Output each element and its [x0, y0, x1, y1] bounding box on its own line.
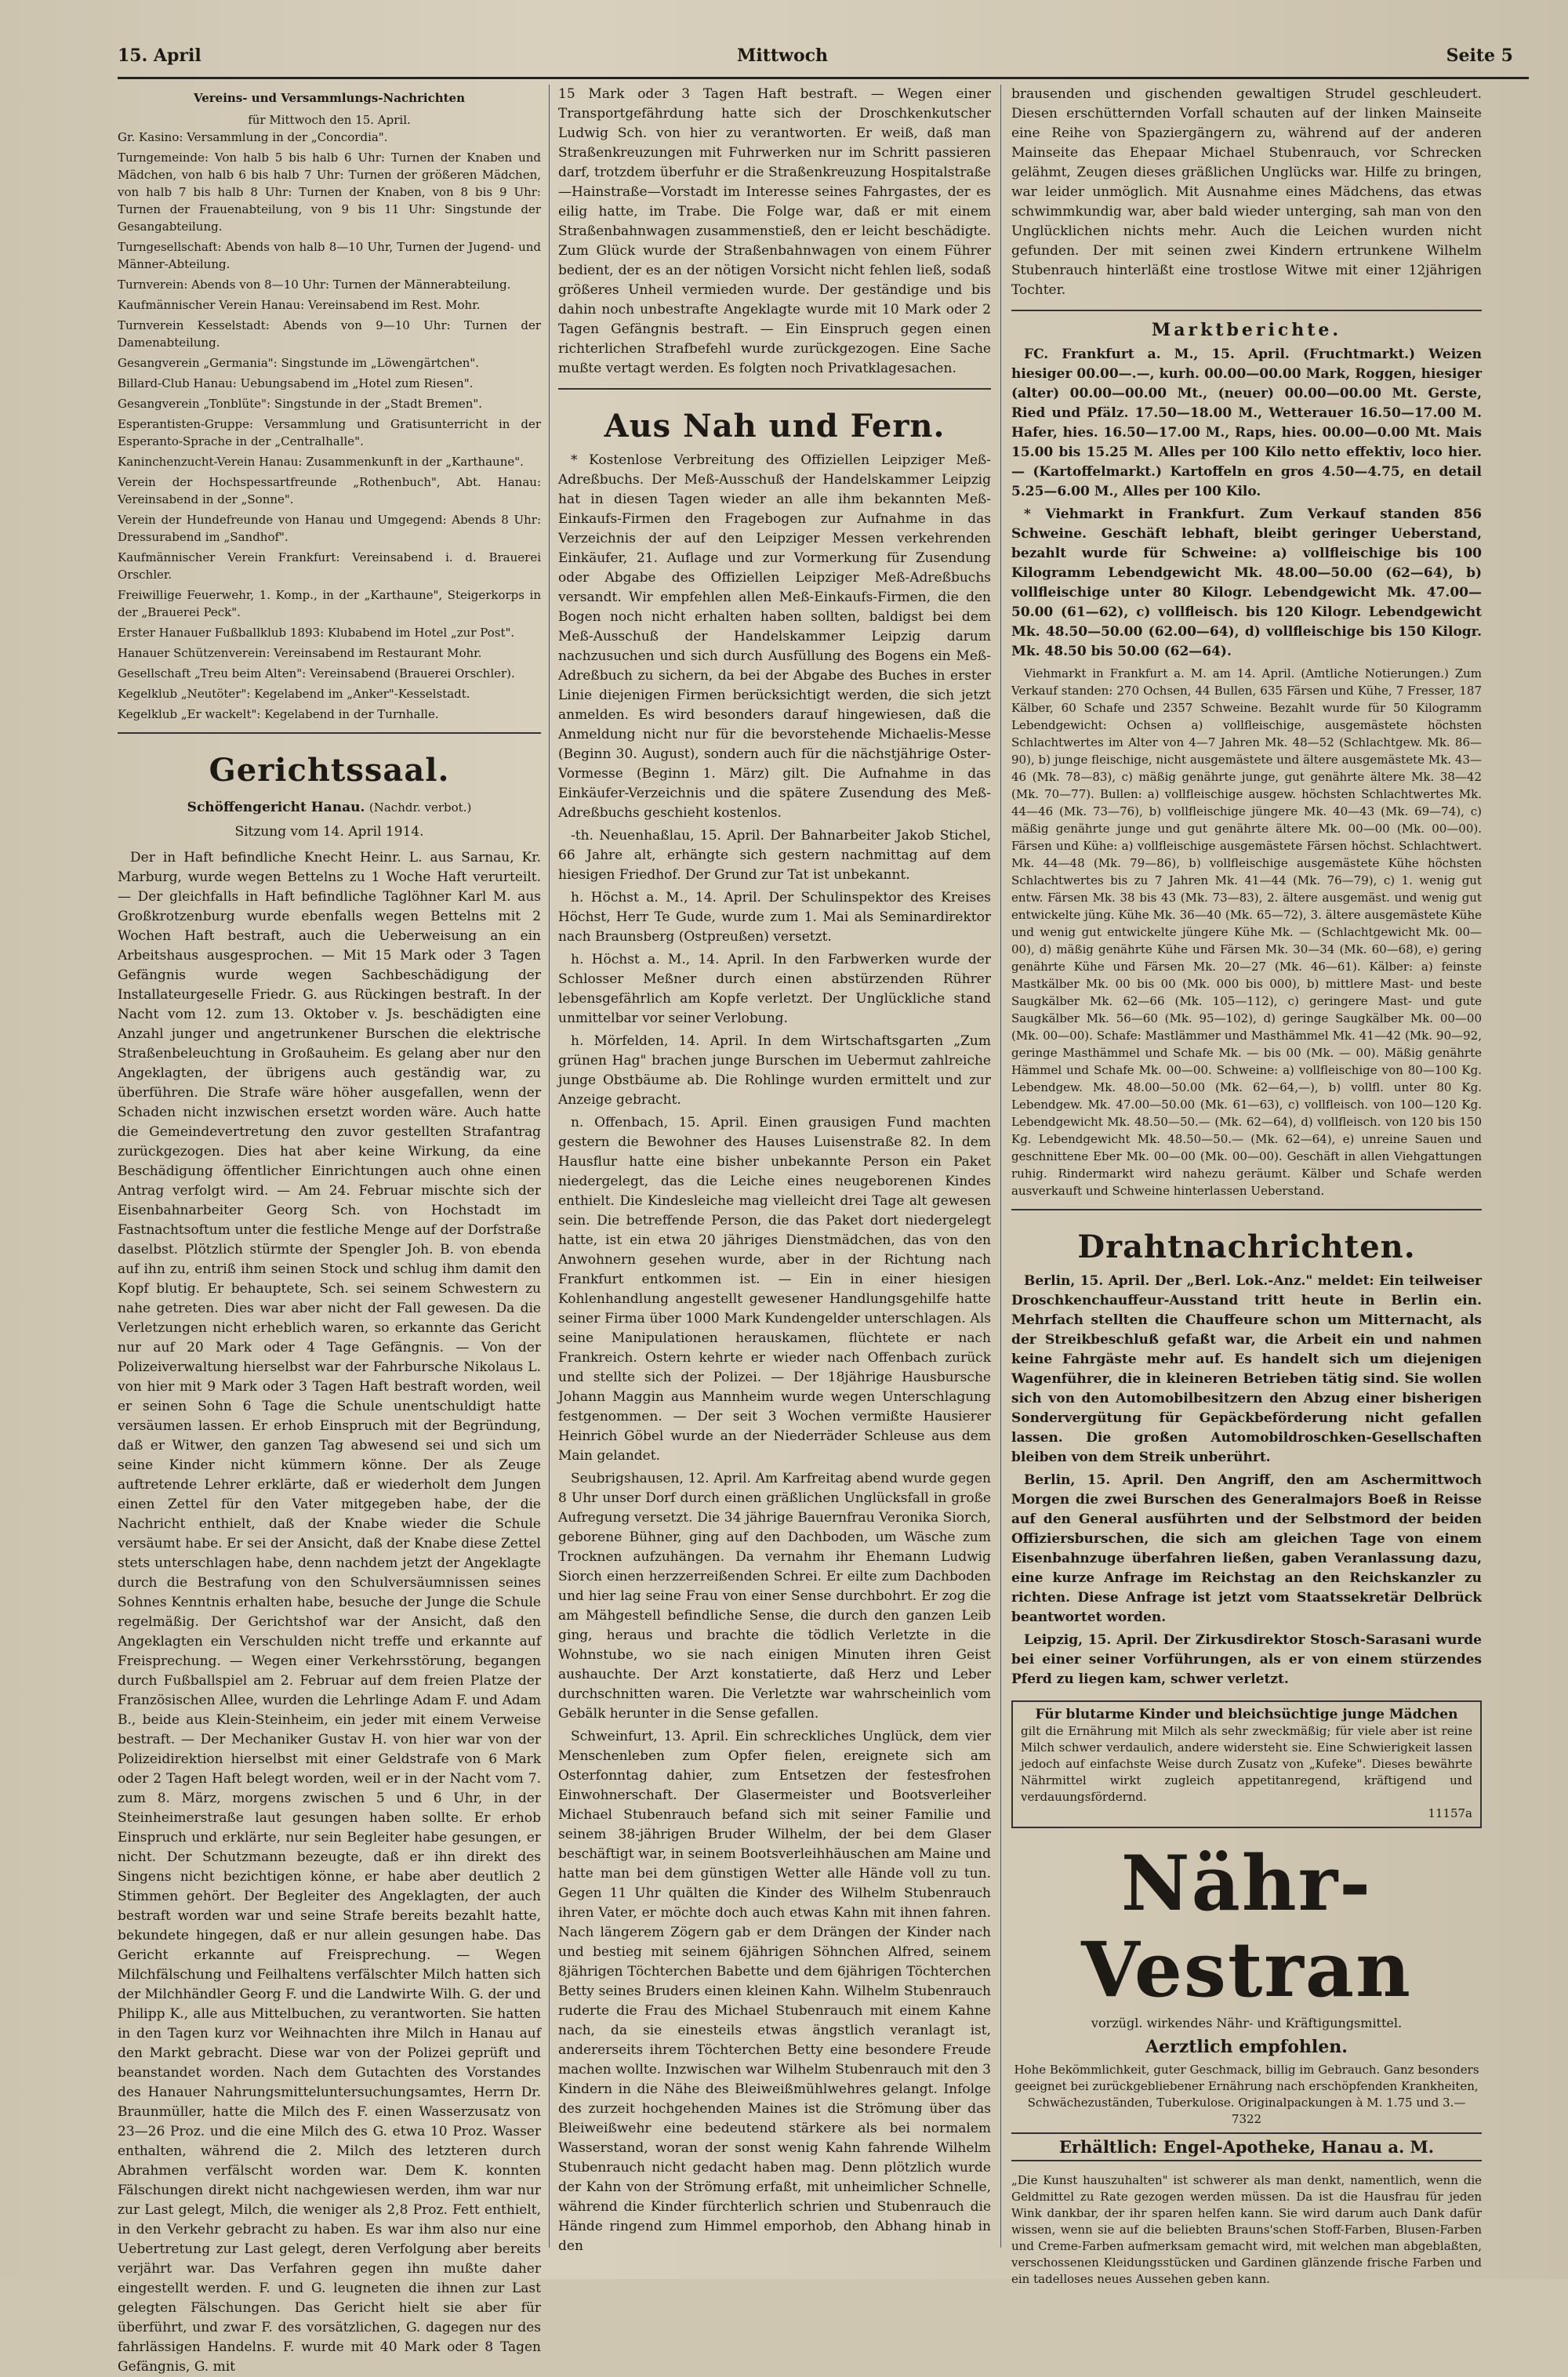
header-day: Mittwoch: [737, 45, 829, 66]
list-item: Verein der Hochspessartfreunde „Rothenbuch", Abt. Hanau: Vereinsabend in der „Sonne".: [118, 475, 541, 506]
list-item: Esperantisten-Gruppe: Versammlung und Gratisunterricht in der Esperanto-Sprache in der „Centralhalle".: [118, 417, 541, 448]
ad-text: gilt die Ernährung mit Milch als sehr zweckmäßig; für viele aber ist reine Milch schwer verdaulich, andere widersteht sie. Eine Schwierigkeit lassen jedoch auf einfachste Weise durch Zusatz von „Kufeke". Dieses bewährte Nährmittel wirkt zugleich appetitanregend, kräftigend und verdauungsfördernd.: [1021, 1724, 1472, 1804]
gericht-sitzung: Sitzung vom 14. April 1914.: [234, 824, 424, 840]
article-paragraph: Berlin, 15. April. Der „Berl. Lok.-Anz." meldet: Ein teilweiser Droschkenchauffeur-Ausstand tritt heute in Berlin ein. Mehrfach stellten die Chauffeure schon um Mitternacht, als der Streikbeschluß gefaßt war, die Arbeit ein und nahmen keine Fahrgäste mehr auf. Es handelt sich um diejenigen Wagenführer, die in kleineren Betrieben tätig sind. Sie wollen sich von den Automobilbesitzern den Abzug einer bisherigen Sondervergütung für Gepäckbeförderung nicht gefallen lassen. Die großen Automobildroschken-Gesellschaften bleiben von dem Streik unberührt.: [1011, 1273, 1482, 1465]
list-item: Gr. Kasino: Versammlung in der „Concordia".: [118, 130, 388, 144]
article-paragraph: Viehmarkt in Frankfurt a. M. am 14. April. (Amtliche Notierungen.) Zum Verkauf standen: 270 Ochsen, 44 Bullen, 635 Färsen und Kühe, 7 Fresser, 187 Kälber, 60 Schafe und 2357 Schweine. Bezahlt wurde für 50 Kilogramm Lebendgewicht: Ochsen a) vollfleischige, ausgemästete höchsten Schlachtwertes im Alter von 4—7 Jahren Mk. 48—52 (Schlachtgew. Mk. 86—90), b) junge fleischige, nicht ausgemästete und ältere ausgemästete Mk. 43—46 (Mk. 78—83), c) mäßig genährte junge, gut genährte ältere Mk. 38—42 (Mk. 70—77). Bullen: a) vollfleischige ausgew. höchsten Schlachtwertes Mk. 44—46 (Mk. 73—76), b) vollfleischige jüngere Mk. 40—43 (Mk. 69—74), c) mäßig genährte junge und gut genährte ältere Mk. 00—00 (Mk. 00—00). Färsen und Kühe: a) vollfleischige ausgemästete Färsen höchst. Schlachtwert. Mk. 44—48 (Mk. 79—86), b) vollfleischige ausgemästete Kühe höchsten Schlachtwertes bis zu 7 Jahren Mk. 41—44 (Mk. 76—79), c) 1. wenig gut entw. Färsen Mk. 38 bis 43 (Mk. 73—83), 2. ältere ausgemäst. und wenig gut entwickelte jüng. Kühe Mk. 36—40 (Mk. 65—72), 3. ältere ausgemästete Kühe und wenig gut entwickelte jüngere Kühe Mk. — (Schlachtgewicht Mk. 00—00), d) mäßig genährte Kühe und Färsen Mk. 30—34 (Mk. 60—68), e) gering genährte Kühe und Färsen Mk. 20—27 (Mk. 46—61). Kälber: a) feinste Mastkälber Mk. 00 bis 00 (Mk. 000 bis 000), b) mittlere Mast- und beste Saugkälber Mk. 62—66 (Mk. 105—112), c) geringere Mast- und gute Saugkälber Mk. 56—60 (Mk. 95—102), d) geringe Saugkälber Mk. 00—00 (Mk. 00—00). Schafe: Mastlämmer und Masthämmel Mk. 41—42 (Mk. 90—92, geringe Masthämmel und Schafe Mk. — bis 00 (Mk. — 00). Mäßig genährte Hämmel und Schafe Mk. 00—00. Schweine: a) vollfleischige von 80—100 Kg. Lebendgew. Mk. 48.00—50.00 (Mk. 62—64,—), b) vollfl. unter 80 Kg. Lebendgew. Mk. 47.00—50.00 (Mk. 61—63), c) vollfleisch. von 100—120 Kg. Lebendgewicht Mk. 48.50—50.— (Mk. 62—64), d) vollfleisch. von 120 bis 150 Kg. Lebendgewicht Mk. 48.50—50.— (Mk. 62—64), e) unreine Sauen und geschnittene Eber Mk. 00—00 (Mk. 00—00). Geschäft in allen Viehgattungen ruhig. Rindermarkt wird nahezu geräumt. Kälber und Schafe werden ausverkauft und Schweine hinterlassen Ueberstand.: [1011, 666, 1482, 1198]
list-item: Billard-Club Hanau: Uebungsabend im „Hotel zum Riesen".: [118, 376, 474, 390]
draht-heading: Drahtnachrichten.: [1077, 1228, 1416, 1265]
gericht-subheading: [118, 798, 541, 818]
article-paragraph: FC. Frankfurt a. M., 15. April. (Fruchtmarkt.) Weizen hiesiger 00.00—.—, kurh. 00.00—00.00 Mark, Roggen, hiesiger (alter) 00.00—00.00 Mt., (neuer) 00.00—00.00 Mt. Gerste, Ried und Pfälz. 17.50—18.00 M., Wetterauer 16.50—17.00 M. Hafer, hies. 16.50—17.00 M., Raps, hies. 00.00—0.00 Mt. Mais 15.00 bis 15.25 M. Alles per 100 Kilo netto effektiv, loco hier. — (Kartoffelmarkt.) Kartoffeln en gros 4.50—4.75, en detail 5.25—6.00 M., Alles per 100 Kilo.: [1011, 347, 1482, 499]
list-item: Kaninchenzucht-Verein Hanau: Zusammenkunft in der „Karthaune".: [118, 455, 524, 469]
ad-title: Für blutarme Kinder und bleichsüchtige junge Mädchen: [1035, 1707, 1458, 1722]
ad-brand: Nähr-Vestran: [1081, 1839, 1412, 2014]
list-item: Turngesellschaft: Abends von halb 8—10 Uhr, Turnen der Jugend- und Männer-Abteilung.: [118, 240, 541, 271]
gericht-note: (Nachdr. verbot.): [368, 800, 472, 815]
list-item: Erster Hanauer Fußballklub 1893: Klubabend im Hotel „zur Post".: [118, 626, 515, 640]
list-item: Turnverein Kesselstadt: Abends von 9—10 Uhr: Turnen der Damenabteilung.: [118, 318, 541, 350]
column-divider: [549, 85, 550, 2248]
column-3: [1011, 85, 1482, 2286]
column-divider: [1000, 85, 1001, 2248]
article-paragraph: h. Höchst a. M., 14. April. In den Farbwerken wurde der Schlosser Meßner durch einen abstürzenden Rührer lebensgefährlich am Kopfe verletzt. Der Unglückliche stand unmittelbar vor seiner Verlobung.: [558, 952, 991, 1026]
vereine-list: [118, 129, 541, 723]
article-paragraph: h. Mörfelden, 14. April. In dem Wirtschaftsgarten „Zum grünen Hag" brachen junge Burschen im Uebermut zahlreiche junge Obstbäume ab. Die Rohlinge wurden ermittelt und zur Anzeige gebracht.: [558, 1033, 991, 1108]
section-rule: [118, 732, 541, 734]
gericht-heading: Gerichtssaal.: [209, 752, 450, 789]
header-page-number: Seite 5: [1446, 45, 1513, 66]
brauns-advertisement: [1011, 2172, 1482, 2288]
section-rule: [558, 388, 991, 390]
page-header: [118, 45, 1529, 77]
article-paragraph: 15 Mark oder 3 Tagen Haft bestraft. — Wegen einer Transportgefährdung hatte sich der Droschkenkutscher Ludwig Sch. von hier zu verantworten. Er weiß, daß man Straßenkreuzungen mit Fuhrwerken nur im Schritt passieren darf, trotzdem überfuhr er die Straßenkreuzung Hospitalstraße—Hainstraße—Vorstadt im Interesse seines Fahrgastes, der es eilig hatte, im Trabe. Die Folge war, daß er mit einem Straßenbahnwagen zusammenstieß, den er leicht beschädigte. Zum Glück wurde der Straßenbahnwagen von einem Führer bedient, der es an der nötigen Vorsicht nicht fehlen ließ, sodaß größeres Unheil vermieden wurde. Der geständige und bis dahin noch unbestrafte Angeklagte wurde mit 10 Mark oder 2 Tagen Gefängnis bestraft. — Ein Einspruch gegen einen richterlichen Strafbefehl wurde zurückgezogen. Eine Sache mußte vertagt werden. Es folgten noch Privatklagesachen.: [558, 86, 991, 376]
kufeke-advertisement: [1011, 1700, 1482, 1828]
vereine-subtitle: für Mittwoch den 15. April.: [248, 113, 411, 127]
gericht-subtitle: Schöffengericht Hanau.: [187, 800, 365, 815]
article-paragraph: h. Höchst a. M., 14. April. Der Schulinspektor des Kreises Höchst, Herr Te Gude, wurde zum 1. Mai als Seminardirektor nach Braunsberg (Ostpreußen) versetzt.: [558, 890, 991, 945]
section-rule: [1011, 1209, 1482, 1210]
ad-recommendation: Aerztlich empfohlen.: [1145, 2037, 1348, 2057]
article-paragraph: * Kostenlose Verbreitung des Offiziellen Leipziger Meß-Adreßbuchs. Der Meß-Ausschuß der Handelskammer Leipzig hat in diesen Tagen wieder an alle ihm bekannten Meß-Einkaufs-Firmen den Fragebogen zur Aufnahme in das Verzeichnis der auf den Leipziger Messen verkehrenden Einkäufer, 21. Auflage und zur Vormerkung für Zusendung oder Abgabe des Offiziellen Leipziger Meß-Adreßbuchs versandt. Wir empfehlen allen Meß-Einkaufs-Firmen, die den Bogen noch nicht erhalten haben sollten, baldigst bei dem Meß-Ausschuß der Handelskammer Leipzig darum nachzusuchen und sich durch Ausfüllung des Bogens ein Meß-Adreßbuch zu sichern, da bei der Abgabe des Buches in erster Linie diejenigen Firmen berücksichtigt werden, die sich jetzt anmelden. Es wird besonders darauf hingewiesen, daß die Anmeldung nicht nur für die bevorstehende Michaelis-Messe (Beginn 30. August), sondern auch für die nächstjährige Oster-Vormesse (Beginn 1. März) gilt. Die Aufnahme in das Einkäufer-Verzeichnis und die spätere Zusendung des Meß-Adreßbuchs geschieht kostenlos.: [558, 452, 991, 821]
ad-text: „Die Kunst hauszuhalten" ist schwerer als man denkt, namentlich, wenn die Geldmittel zu Rate gezogen werden müssen. Da ist die Hausfrau für jeden Wink dankbar, der ihr sparen helfen kann. Sie wird darum auch Dank dafür wissen, wenn sie auf die beliebten Brauns'schen Stoff-Farben, Blusen-Farben und Creme-Farben aufmerksam gemacht wird, mit welchen man abgeblaßten, verschossenen Kleidungsstücken und Gardinen glänzende frische Farben und ein tadelloses neues Aussehen geben kann.: [1011, 2173, 1482, 2286]
list-item: Verein der Hundefreunde von Hanau und Umgegend: Abends 8 Uhr: Dressurabend im „Sandhof".: [118, 513, 541, 544]
article-paragraph: Schweinfurt, 13. April. Ein schreckliches Unglück, dem vier Menschenleben zum Opfer fielen, ereignete sich am Osterfonntag dahier, zum Entsetzen der festesfrohen Einwohnerschaft. Der Glasermeister und Bootsverleiher Michael Stubenrauch befand sich mit seiner Familie und seinem 38-jährigen Bruder Wilhelm, der bei dem Glaser beschäftigt war, in seinem Bootsverleihhäuschen am Maine und hatte man bei dem günstigen Wetter alle Hände voll zu tun. Gegen 11 Uhr quälten die Kinder des Wilhelm Stubenrauch ihren Vater, er möchte doch auch etwas Kahn mit ihnen fahren. Nach längerem Zögern gab er dem Drängen der Kinder nach und bestieg mit seinem 6jährigen Söhnchen Alfred, seinem 8jährigen Töchterchen Babette und dem 6jährigen Töchterchen Betty seines Bruders einen kleinen Kahn. Wilhelm Stubenrauch ruderte die Frau des Michael Stubenrauch mit einem Kahne nach, da sie einesteils etwas ängstlich veranlagt ist, andererseits ihrem Töchterchen Betty eine besondere Freude machen wollte. Inzwischen war Wilhelm Stubenrauch mit den 3 Kindern in die Nähe des Bleiweißmühlwehres gelangt. Infolge des zurzeit hochgehenden Maines ist die Strömung über das Bleiweißwehr eine bedeutend stärkere als bei normalem Wasserstand, woran der sonst wenig Kahn fahrende Wilhelm Stubenrauch nicht gedacht haben mag. Denn plötzlich wurde der Kahn von der Strömung erfaßt, mit unheimlicher Schnelle, während die Kinder fürchterlich schrien und Stubenrauch die Hände ringend zum Himmel emporhob, den Abhang hinab in den: [558, 1729, 991, 2254]
header-date: 15. April: [118, 45, 201, 66]
list-item: Turngemeinde: Von halb 5 bis halb 6 Uhr: Turnen der Knaben und Mädchen, von halb 6 bis halb 7 Uhr: Turnen der größeren Mädchen, von halb 7 bis halb 8 Uhr: Turnen der Knaben, von 8 bis 9 Uhr: Turnen der Frauenabteilung, von 9 bis 11 Uhr: Singstunde der Gesangabteilung.: [118, 151, 541, 234]
list-item: Turnverein: Abends von 8—10 Uhr: Turnen der Männerabteilung.: [118, 278, 511, 292]
list-item: Kaufmännischer Verein Frankfurt: Vereinsabend i. d. Brauerei Orschler.: [118, 550, 541, 582]
list-item: Gesellschaft „Treu beim Alten": Vereinsabend (Brauerei Orschler).: [118, 666, 515, 680]
column-2: [558, 85, 991, 2254]
article-paragraph: * Viehmarkt in Frankfurt. Zum Verkauf standen 856 Schweine. Geschäft lebhaft, bleibt geringer Ueberstand, bezahlt wurde für Schweine: a) vollfleischige bis 100 Kilogramm Lebendgewicht Mk. 48.00—50.00 (62—64), b) vollfleischige unter 80 Kilogr. Lebendgewicht Mk. 47.00—50.00 (61—62), c) vollfleisch. bis 120 Kilogr. Lebendgewicht Mk. 48.50—50.00 (62.00—64), d) vollfleischige bis 150 Kilogr. Mk. 48.50 bis 50.00 (62—64).: [1011, 506, 1482, 659]
markt-heading: Marktberichte.: [1151, 320, 1342, 340]
section-rule: [1011, 310, 1482, 311]
article-paragraph: -th. Neuenhaßlau, 15. April. Der Bahnarbeiter Jakob Stichel, 66 Jahre alt, erhängte sich gestern nachmittag auf dem hiesigen Friedhof. Der Grund zur Tat ist unbekannt.: [558, 828, 991, 883]
column-1: [118, 85, 541, 2375]
list-item: Kegelklub „Neutöter": Kegelabend im „Anker"-Kesselstadt.: [118, 687, 470, 701]
vereine-title: Vereins- und Versammlungs-Nachrichten: [193, 91, 466, 105]
list-item: Kaufmännischer Verein Hanau: Vereinsabend im Rest. Mohr.: [118, 298, 481, 312]
article-paragraph: n. Offenbach, 15. April. Einen grausigen Fund machten gestern die Bewohner des Hauses Luisenstraße 82. In dem Hausflur hatte eine bisher unbekannte Person ein Paket niedergelegt, das die Leiche eines neugeborenen Kindes enthielt. Die Kindesleiche mag vielleicht drei Tage alt gewesen sein. Die betreffende Person, die das Paket dort niedergelegt hatte, ist ein etwa 20 jähriges Dienstmädchen, das von den Anwohnern gesehen wurde, aber in der Richtung nach Frankfurt entkommen ist. — Ein in einer hiesigen Kohlenhandlung angestellt gewesener Handlungsgehilfe hatte seiner Firma über 1000 Mark Kundengelder unterschlagen. Als seine Manipulationen herauskamen, flüchtete er nach Frankreich. Ostern kehrte er wieder nach Offenbach zurück und stellte sich der Polizei. — Der 18jährige Hausbursche Johann Maggin aus Mannheim wurde wegen Unterschlagung festgenommen. — Der seit 3 Wochen vermißte Hausierer Heinrich Göbel wurde an der Niederräder Schleuse aus dem Main gelandet.: [558, 1115, 991, 1464]
nah-fern-heading: Aus Nah und Fern.: [604, 408, 946, 445]
list-item: Freiwillige Feuerwehr, 1. Komp., in der „Karthaune", Steigerkorps in der „Brauerei Peck".: [118, 588, 541, 619]
ad-subtitle: vorzügl. wirkendes Nähr- und Kräftigungsmittel.: [1091, 2016, 1403, 2030]
article-paragraph: Der in Haft befindliche Knecht Heinr. L. aus Sarnau, Kr. Marburg, wurde wegen Bettelns zu 1 Woche Haft verurteilt. — Der gleichfalls in Haft befindliche Taglöhner Karl M. aus Großkrotzenburg wurde ebenfalls wegen Bettelns mit 2 Wochen Haft bestraft, auch die Ueberweisung an ein Arbeitshaus ausgesprochen. — Mit 15 Mark oder 3 Tagen Gefängnis wurde wegen Sachbeschädigung der Installateurgeselle Friedr. G. aus Rückingen bestraft. In der Nacht vom 12. zum 13. Oktober v. Js. beschädigten eine Anzahl junger und angetrunkener Burschen die elektrische Straßenbeleuchtung in Großauheim. Es gelang aber nur den Angeklagten, der übrigens auch geständig war, zu überführen. Die Strafe wäre höher ausgefallen, wenn der Schaden nicht inzwischen ersetzt worden wäre. Auch hatte die Gemeindevertretung den zuvor gestellten Strafantrag zurückgezogen. Dies hat aber keine Wirkung, da eine Beschädigung öffentlicher Einrichtungen auch ohne einen Antrag verfolgt wird. — Am 24. Februar mischte sich der Eisenbahnarbeiter Georg Sch. von Hochstadt im Fastnachtsoftum unter die festliche Menge auf der Dorfstraße daselbst. Plötzlich stürmte der Spengler Joh. B. von ebenda auf ihn zu, entriß ihm seinen Stock und schlug ihm damit den Kopf blutig. Er behauptete, Sch. sei seinem Schwestern zu nahe getreten. Dies war aber nicht der Fall gewesen. Da die Verletzungen nicht erheblich waren, so erkannte das Gericht nur auf 20 Mark oder 4 Tage Gefängnis. — Von der Polizeiverwaltung hierselbst war der Fahrbursche Nikolaus L. von hier mit 9 Mark oder 3 Tagen Haft bestraft worden, weil er seinen Sohn 6 Tage die Schule unentschuldigt hatte versäumen lassen. Er erhob Einspruch mit der Begründung, daß er Witwer, den ganzen Tag abwesend sei und sich um seine Kinder nicht kümmern könne. Der als Zeuge auftretende Lehrer erklärte, daß er wiederholt dem Jungen einen Zettel für den Vater mitgegeben habe, der die Nachricht enthielt, daß der Knabe wieder die Schule versäumt habe. Er sei der Ansicht, daß der Knabe diese Zettel stets unterschlagen habe, denn nachdem jetzt der Angeklagte durch die Bestrafung von den Schulversäumnissen seines Sohnes Kenntnis erhalten habe, besuche der Junge die Schule regelmäßig. Der Gerichtshof war der Ansicht, daß den Angeklagten ein Verschulden nicht treffe und erkannte auf Freisprechung. — Wegen einer Verkehrsstörung, begangen durch Fußballspiel am 2. Februar auf dem freien Platze der Französischen Allee, wurden die Lehrlinge Adam F. und Adam B., beide aus Klein-Steinheim, ein jeder mit einem Verweise bestraft. — Der Mechaniker Gustav H. von hier war von der Polizeidirektion hierselbst mit einer Geldstrafe von 6 Mark oder 2 Tagen Haft belegt worden, weil er in der Nacht vom 7. zum 8. März, morgens zwischen 5 und 6 Uhr, in der Steinheimerstraße laut gesungen haben sollte. Er erhob Einspruch und erklärte, nur sein Begleiter habe gesungen, er nicht. Der Schutzmann bezeugte, daß er ihn direkt des Singens nicht bezichtigen könne, er habe aber deutlich 2 Stimmen gehört. Der Begleiter des Angeklagten, der auch bestraft worden war und seine Strafe bereits bezahlt hatte, bekundete hingegen, daß er nur allein gesungen habe. Das Gericht erkannte auf Freisprechung. — Wegen Milchfälschung und Feilhaltens verfälschter Milch hatten sich der Milchhändler Georg F. und die Landwirte Wilh. G. der und Philipp K., alle aus Mittelbuchen, zu verantworten. Sie hatten in den Tagen kurz vor Weihnachten ihre Milch in Hanau auf den Markt gebracht. Diese war von der Polizei geprüft und beanstandet worden. Nach dem Gutachten des Vorstandes des Hanauer Nahrungsmitteluntersuchungsamtes, Herrn Dr. Braunmüller, hatte die Milch des F. einen Wasserzusatz von 23—26 Proz. und die eine Milch des G. etwa 10 Proz. Wasser enthalten, während die 2. Milch des letzteren durch Abrahmen verfälscht worden war. Dem K. konnten Fälschungen direkt nicht nachgewiesen werden, ihm war nur zur Last gelegt, Milch, die weniger als 2,8 Proz. Fett enthielt, in den Verkehr gebracht zu haben. Es war ihm also nur eine Uebertretung zur Last gelegt, deren Verfolgung aber bereits verjährt war. Das Verfahren gegen ihn mußte daher eingestellt werden. F. und G. leugneten die ihnen zur Last gelegten Fälschungen. Das Gericht hielt sie aber für überführt, und zwar F. des vorsätzlichen, G. dagegen nur des fahrlässigen Handelns. F. wurde mit 40 Mark oder 8 Tagen Gefängnis, G. mit: [118, 850, 541, 2375]
list-item: Gesangverein „Germania": Singstunde im „Löwengärtchen".: [118, 356, 480, 370]
article-paragraph: Seubrigshausen, 12. April. Am Karfreitag abend wurde gegen 8 Uhr unser Dorf durch einen gräßlichen Unglücksfall in große Aufregung versetzt. Die 34 jährige Bauernfrau Veronika Siorch, geborene Bühner, ging auf den Dachboden, um Wäsche zum Trocknen aufzuhängen. Da vernahm ihr Ehemann Ludwig Siorch einen herzzerreißenden Schrei. Er eilte zum Dachboden und hier lag seine Frau von einer Sense durchbohrt. Er zog die am Mähgestell befindliche Sense, die durch den ganzen Leib ging, heraus und brachte die tödlich Verletzte in die Wohnstube, wo sie nach einigen Minuten ihren Geist aushauchte. Der Arzt konstatierte, daß Herz und Leber durchschnitten waren. Die Verletzte war wahrscheinlich vom Gebälk herunter in die Sense gefallen.: [558, 1471, 991, 1722]
list-item: Gesangverein „Tonblüte": Singstunde in der „Stadt Bremen".: [118, 397, 483, 411]
ad-code: 11157a: [1428, 1806, 1472, 1820]
article-paragraph: Berlin, 15. April. Den Angriff, den am Aschermittwoch Morgen die zwei Burschen des Generalmajors Boeß in Reisse auf den General ausführten und der Selbstmord der beiden Offiziersburschen, die sich am gleichen Tage von einem Eisenbahnzuge überfahren ließen, gaben Veranlassung dazu, eine kurze Anfrage im Reichstag an den Reichskanzler zu richten. Diese Anfrage ist jetzt vom Staatssekretär Delbrück beantwortet worden.: [1011, 1472, 1482, 1625]
naehr-vestran-advertisement: [1011, 1841, 1482, 2161]
header-rule: [118, 77, 1529, 79]
article-paragraph: brausenden und gischenden gewaltigen Strudel geschleudert. Diesen erschütternden Vorfall schauten auf der linken Mainseite eine Reihe von Spaziergängern zu, während auf der anderen Mainseite das Ehepaar Michael Stubenrauch, vor Schrecken gelähmt, Zeugen dieses gräßlichen Unglücks war. Hilfe zu bringen, war leider unmöglich. Mit Ausnahme eines Mädchens, das etwas schwimmkundig war, aber bald wieder unterging, sah man von den Unglücklichen nichts mehr. Auch die Leichen wurden nicht gefunden. Der mit seinen zwei Kindern ertrunkene Wilhelm Stubenrauch hinterläßt eine trostlose Witwe mit einer 12jährigen Tochter.: [1011, 86, 1482, 298]
list-item: Kegelklub „Er wackelt": Kegelabend in der Turnhalle.: [118, 707, 439, 721]
ad-availability: Erhältlich: Engel-Apotheke, Hanau a. M.: [1011, 2132, 1482, 2161]
list-item: Hanauer Schützenverein: Vereinsabend im Restaurant Mohr.: [118, 646, 482, 660]
article-paragraph: Leipzig, 15. April. Der Zirkusdirektor Stosch-Sarasani wurde bei einer seiner Vorführungen, als er von einem stürzendes Pferd zu liegen kam, schwer verletzt.: [1011, 1632, 1482, 1687]
ad-text: Hohe Bekömmlichkeit, guter Geschmack, billig im Gebrauch. Ganz besonders geeignet bei zurückgebliebener Ernährung nach erschöpfenden Krankheiten, Schwächezuständen, Tuberkulose. Originalpackungen à M. 1.75 und 3.— 7322: [1014, 2063, 1479, 2126]
